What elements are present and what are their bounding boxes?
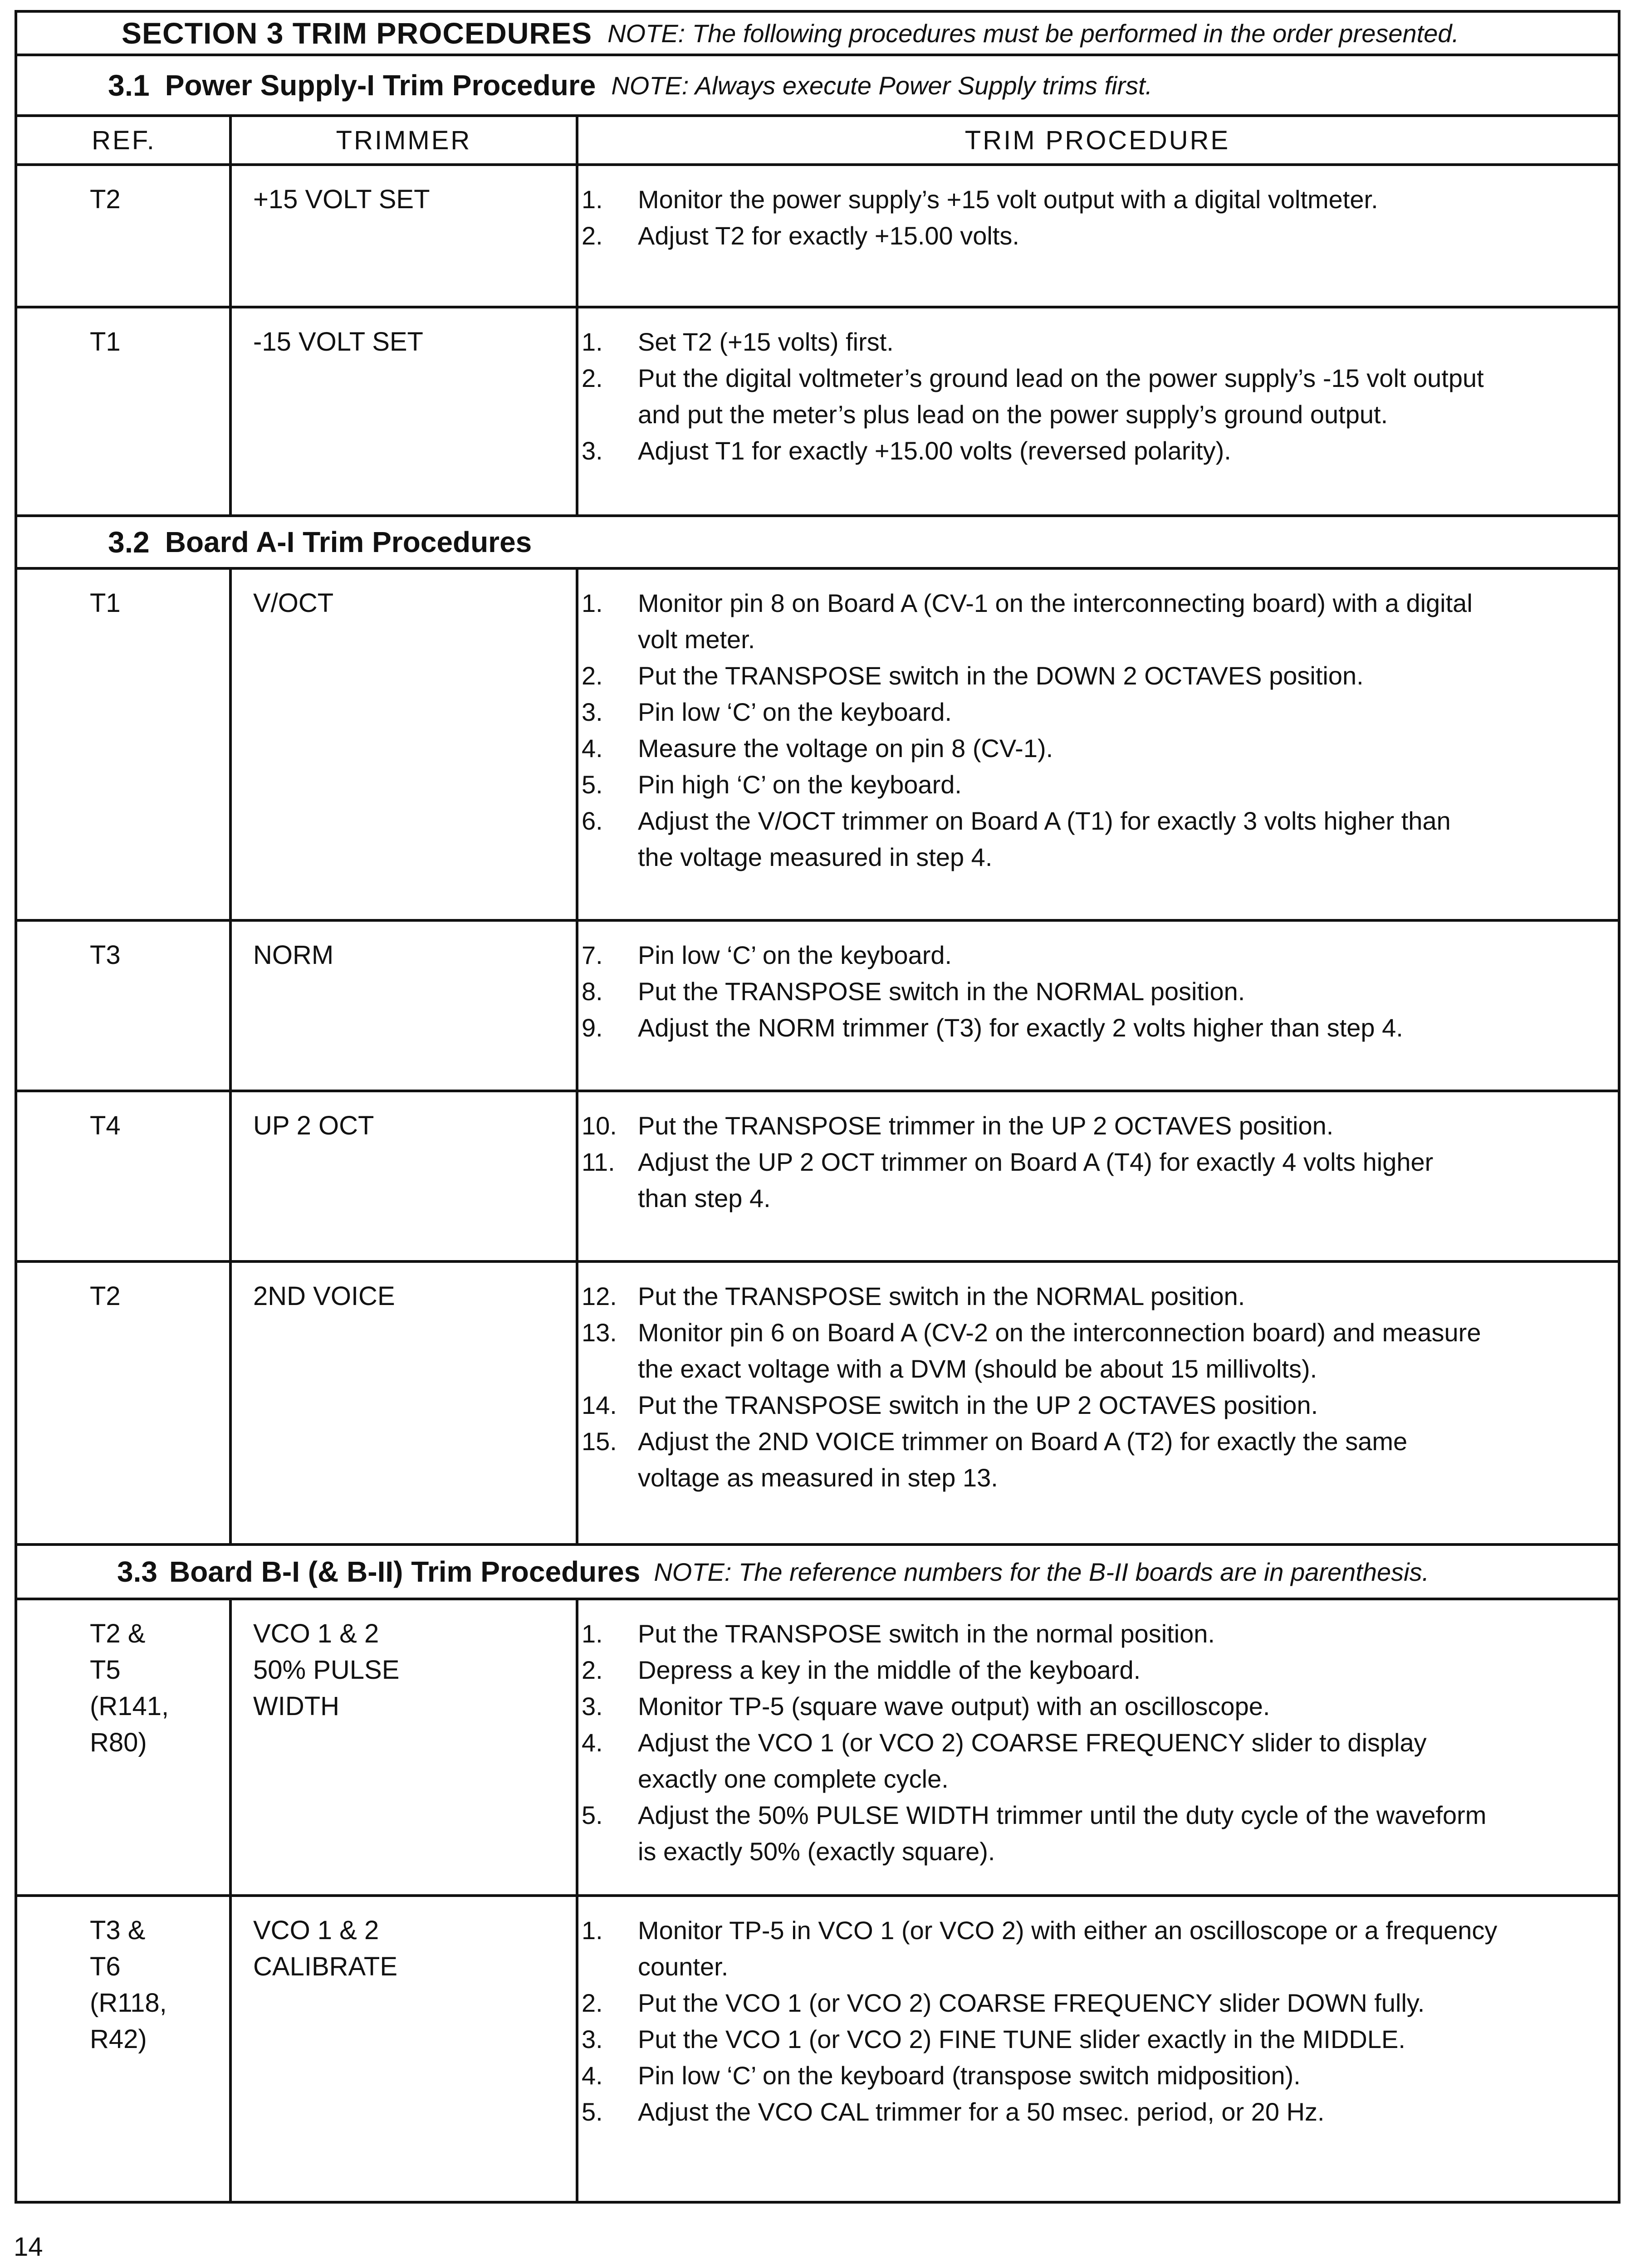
step-number: 2. [582, 1989, 603, 2017]
ref-line: T3 [90, 940, 121, 970]
row-trimmer [253, 1108, 374, 1144]
trimmer-line: 2ND VOICE [253, 1281, 395, 1311]
procedure-step [582, 973, 1602, 1010]
row-ref [90, 1278, 121, 1315]
step-text [638, 218, 1602, 254]
step-number: 3. [582, 436, 603, 465]
trimmer-line: VCO 1 & 2 [253, 1619, 379, 1648]
trimmer-line: CALIBRATE [253, 1952, 398, 1981]
subsection-header-3-1 [17, 56, 1618, 117]
step-text [638, 2021, 1602, 2058]
step-text-line: Put the VCO 1 (or VCO 2) FINE TUNE slider exactly in the MIDDLE. [638, 2025, 1405, 2053]
step-text-line: Put the VCO 1 (or VCO 2) COARSE FREQUENCY slider DOWN fully. [638, 1989, 1425, 2017]
step-text [638, 694, 1602, 730]
column-header-trimmer: TRIMMER [336, 125, 472, 155]
step-text [638, 360, 1602, 433]
trimmer-line: UP 2 OCT [253, 1111, 374, 1140]
subsection-title: Board A-I Trim Procedures [165, 526, 532, 558]
subsection-title: Power Supply-I Trim Procedure [165, 69, 596, 102]
procedure-step [582, 2021, 1602, 2058]
step-number: 3. [582, 698, 603, 726]
step-text [638, 1912, 1602, 1985]
step-text [638, 803, 1602, 875]
step-text-line: Pin high ‘C’ on the keyboard. [638, 770, 962, 799]
step-number: 8. [582, 977, 603, 1006]
step-text [638, 1315, 1602, 1387]
row-procedure-steps [582, 181, 1602, 254]
row-trimmer [253, 1278, 395, 1315]
row-rule [17, 1090, 1618, 1092]
step-text [638, 1985, 1602, 2021]
procedure-step [582, 1616, 1602, 1652]
step-text-line: Pin low ‘C’ on the keyboard. [638, 941, 952, 969]
step-text [638, 1652, 1602, 1688]
row-ref [90, 181, 121, 218]
step-text-line: exactly one complete cycle. [638, 1765, 949, 1793]
procedure-step [582, 1652, 1602, 1688]
step-text-line: Set T2 (+15 volts) first. [638, 327, 894, 356]
procedure-step [582, 1985, 1602, 2021]
procedure-step [582, 218, 1602, 254]
procedure-step [582, 1797, 1602, 1870]
step-text-line: Monitor pin 8 on Board A (CV-1 on the interconnecting board) with a digital [638, 589, 1473, 617]
ref-line: R80) [90, 1728, 147, 1757]
step-number: 11. [582, 1148, 615, 1176]
procedure-step [582, 1108, 1602, 1144]
step-number: 2. [582, 221, 603, 250]
step-text [638, 181, 1602, 218]
step-text [638, 324, 1602, 360]
step-text-line: Adjust the V/OCT trimmer on Board A (T1) for exactly 3 volts higher than [638, 807, 1451, 835]
column-rule [229, 117, 232, 517]
trimmer-line: V/OCT [253, 588, 334, 618]
column-header-procedure: TRIM PROCEDURE [964, 125, 1230, 155]
step-number: 4. [582, 734, 603, 763]
procedure-step [582, 1387, 1602, 1423]
trimmer-line: +15 VOLT SET [253, 185, 430, 214]
step-text-line: counter. [638, 1952, 729, 1981]
step-text-line: the exact voltage with a DVM (should be about 15 millivolts). [638, 1354, 1317, 1383]
step-number: 1. [582, 1916, 603, 1945]
subsection-header-3-3 [117, 1546, 1429, 1598]
step-number: 5. [582, 2097, 603, 2126]
row-procedure-steps [582, 324, 1602, 469]
procedure-step [582, 1688, 1602, 1725]
section-header [17, 13, 1618, 56]
procedure-step [582, 767, 1602, 803]
step-number: 1. [582, 1619, 603, 1648]
ref-line: T2 [90, 1281, 121, 1311]
ref-line: T2 [90, 185, 121, 214]
column-rule [229, 1600, 232, 2204]
row-procedure-steps [582, 1108, 1602, 1217]
row-procedure-steps [582, 937, 1602, 1046]
procedure-step [582, 433, 1602, 469]
step-text [638, 1387, 1602, 1423]
step-text [638, 1010, 1602, 1046]
ref-line: R42) [90, 2024, 147, 2054]
column-rule [576, 570, 578, 1546]
trim-procedures-table [15, 10, 1620, 2204]
subsection-header-3-2 [108, 517, 532, 567]
step-number: 15. [582, 1427, 617, 1456]
procedure-step [582, 324, 1602, 360]
page-number: 14 [14, 2232, 43, 2262]
procedure-step [582, 181, 1602, 218]
step-text-line: Pin low ‘C’ on the keyboard (transpose switch midposition). [638, 2061, 1301, 2090]
step-text-line: Adjust T2 for exactly +15.00 volts. [638, 221, 1019, 250]
procedure-step [582, 1315, 1602, 1387]
step-number: 2. [582, 364, 603, 392]
step-text [638, 1688, 1602, 1725]
step-number: 3. [582, 1692, 603, 1721]
trimmer-line: NORM [253, 940, 334, 970]
step-number: 6. [582, 807, 603, 835]
ref-line: T5 [90, 1655, 121, 1685]
step-text-line: Monitor pin 6 on Board A (CV-2 on the interconnection board) and measure [638, 1318, 1481, 1347]
step-number: 3. [582, 2025, 603, 2053]
step-number: 4. [582, 2061, 603, 2090]
subsection-number: 3.3 [117, 1555, 157, 1588]
step-text [638, 658, 1602, 694]
subsection-note: NOTE: Always execute Power Supply trims first. [611, 71, 1153, 100]
step-text-line: Adjust the 50% PULSE WIDTH trimmer until the duty cycle of the waveform [638, 1801, 1487, 1829]
step-text [638, 1423, 1602, 1496]
step-text-line: Adjust the UP 2 OCT trimmer on Board A (T4) for exactly 4 volts higher [638, 1148, 1434, 1176]
row-ref [90, 1616, 169, 1761]
step-number: 13. [582, 1318, 617, 1347]
subsection-number: 3.2 [108, 525, 150, 559]
row-rule [17, 306, 1618, 308]
row-trimmer [253, 181, 430, 218]
step-number: 1. [582, 327, 603, 356]
step-text-line: Adjust the 2ND VOICE trimmer on Board A (T2) for exactly the same [638, 1427, 1408, 1456]
row-trimmer [253, 585, 333, 621]
ref-line: T1 [90, 588, 121, 618]
ref-line: T6 [90, 1952, 121, 1981]
step-text-line: voltage as measured in step 13. [638, 1463, 998, 1492]
step-number: 12. [582, 1282, 617, 1310]
row-procedure-steps [582, 1616, 1602, 1870]
step-text-line: Put the TRANSPOSE switch in the normal position. [638, 1619, 1215, 1648]
procedure-step [582, 2094, 1602, 2130]
step-number: 7. [582, 941, 603, 969]
procedure-step [582, 585, 1602, 658]
row-procedure-steps [582, 1278, 1602, 1496]
procedure-step [582, 730, 1602, 767]
ref-line: (R141, [90, 1691, 169, 1721]
step-text [638, 433, 1602, 469]
trimmer-line: WIDTH [253, 1691, 340, 1721]
row-rule [17, 567, 1618, 570]
step-text [638, 1278, 1602, 1315]
trimmer-line: -15 VOLT SET [253, 327, 423, 357]
step-text-line: Adjust the VCO 1 (or VCO 2) COARSE FREQUENCY slider to display [638, 1728, 1427, 1757]
row-ref [90, 585, 121, 621]
ref-line: T2 & [90, 1619, 146, 1648]
step-text-line: Put the TRANSPOSE switch in the UP 2 OCTAVES position. [638, 1391, 1318, 1419]
step-number: 9. [582, 1013, 603, 1042]
row-trimmer [253, 937, 333, 973]
step-text [638, 937, 1602, 973]
procedure-step [582, 1423, 1602, 1496]
column-rule [229, 570, 232, 1546]
step-number: 4. [582, 1728, 603, 1757]
step-number: 2. [582, 661, 603, 690]
column-header-ref: REF. [92, 125, 156, 155]
step-text [638, 1616, 1602, 1652]
procedure-step [582, 1144, 1602, 1217]
trimmer-line: VCO 1 & 2 [253, 1916, 379, 1945]
step-number: 1. [582, 185, 603, 214]
row-trimmer [253, 1912, 397, 1985]
step-text-line: is exactly 50% (exactly square). [638, 1837, 995, 1866]
step-text [638, 2058, 1602, 2094]
column-rule [576, 1600, 578, 2204]
procedure-step [582, 2058, 1602, 2094]
row-rule [17, 1260, 1618, 1263]
ref-line: T4 [90, 1111, 121, 1140]
ref-line: T3 & [90, 1916, 146, 1945]
step-text-line: Adjust T1 for exactly +15.00 volts (reversed polarity). [638, 436, 1231, 465]
step-text [638, 1725, 1602, 1797]
step-text-line: and put the meter’s plus lead on the power supply’s ground output. [638, 400, 1388, 429]
step-text [638, 1108, 1602, 1144]
row-ref [90, 1912, 167, 2058]
procedure-step [582, 937, 1602, 973]
procedure-step [582, 694, 1602, 730]
row-ref [90, 1108, 121, 1144]
step-text-line: Put the TRANSPOSE switch in the NORMAL position. [638, 977, 1245, 1006]
step-text [638, 2094, 1602, 2130]
step-text-line: Put the digital voltmeter’s ground lead on the power supply’s -15 volt output [638, 364, 1484, 392]
step-text [638, 1797, 1602, 1870]
row-ref [90, 937, 121, 973]
row-procedure-steps [582, 1912, 1602, 2130]
row-ref [90, 324, 121, 360]
step-text-line: Depress a key in the middle of the keyboard. [638, 1656, 1141, 1684]
ref-line: (R118, [90, 1988, 167, 2018]
step-number: 14. [582, 1391, 617, 1419]
section-note: NOTE: The following procedures must be performed in the order presented. [607, 19, 1459, 48]
step-text [638, 767, 1602, 803]
section-title: SECTION 3 TRIM PROCEDURES [122, 16, 592, 50]
procedure-step [582, 1278, 1602, 1315]
row-trimmer [253, 1616, 399, 1725]
step-text-line: than step 4. [638, 1184, 771, 1212]
step-text-line: Measure the voltage on pin 8 (CV-1). [638, 734, 1053, 763]
row-procedure-steps [582, 585, 1602, 875]
procedure-step [582, 1725, 1602, 1797]
step-text [638, 585, 1602, 658]
step-text-line: Adjust the NORM trimmer (T3) for exactly 2 volts higher than step 4. [638, 1013, 1403, 1042]
step-text-line: Put the TRANSPOSE switch in the DOWN 2 OCTAVES position. [638, 661, 1364, 690]
procedure-step [582, 658, 1602, 694]
column-header-rule [17, 163, 1618, 166]
step-number: 10. [582, 1111, 617, 1140]
step-text [638, 973, 1602, 1010]
trimmer-line: 50% PULSE [253, 1655, 400, 1685]
step-text [638, 730, 1602, 767]
step-text-line: the voltage measured in step 4. [638, 843, 993, 871]
ref-line: T1 [90, 327, 121, 357]
procedure-step [582, 1912, 1602, 1985]
row-trimmer [253, 324, 423, 360]
step-text-line: Pin low ‘C’ on the keyboard. [638, 698, 952, 726]
procedure-step [582, 1010, 1602, 1046]
step-number: 5. [582, 1801, 603, 1829]
step-text [638, 1144, 1602, 1217]
step-number: 2. [582, 1656, 603, 1684]
procedure-step [582, 360, 1602, 433]
column-rule [576, 117, 578, 517]
step-text-line: Adjust the VCO CAL trimmer for a 50 msec. period, or 20 Hz. [638, 2097, 1325, 2126]
step-text-line: volt meter. [638, 625, 755, 654]
row-rule [17, 1598, 1618, 1600]
step-text-line: Monitor TP-5 in VCO 1 (or VCO 2) with either an oscilloscope or a frequency [638, 1916, 1498, 1945]
step-text-line: Put the TRANSPOSE switch in the NORMAL position. [638, 1282, 1245, 1310]
step-text-line: Put the TRANSPOSE trimmer in the UP 2 OCTAVES position. [638, 1111, 1334, 1140]
step-text-line: Monitor the power supply’s +15 volt output with a digital voltmeter. [638, 185, 1378, 214]
row-rule [17, 1894, 1618, 1897]
subsection-title: Board B-I (& B-II) Trim Procedures [169, 1555, 641, 1588]
subsection-note: NOTE: The reference numbers for the B-II boards are in parenthesis. [654, 1557, 1429, 1586]
step-number: 1. [582, 589, 603, 617]
subsection-number: 3.1 [108, 68, 150, 102]
step-number: 5. [582, 770, 603, 799]
procedure-step [582, 803, 1602, 875]
row-rule [17, 919, 1618, 922]
step-text-line: Monitor TP-5 (square wave output) with an oscilloscope. [638, 1692, 1270, 1721]
